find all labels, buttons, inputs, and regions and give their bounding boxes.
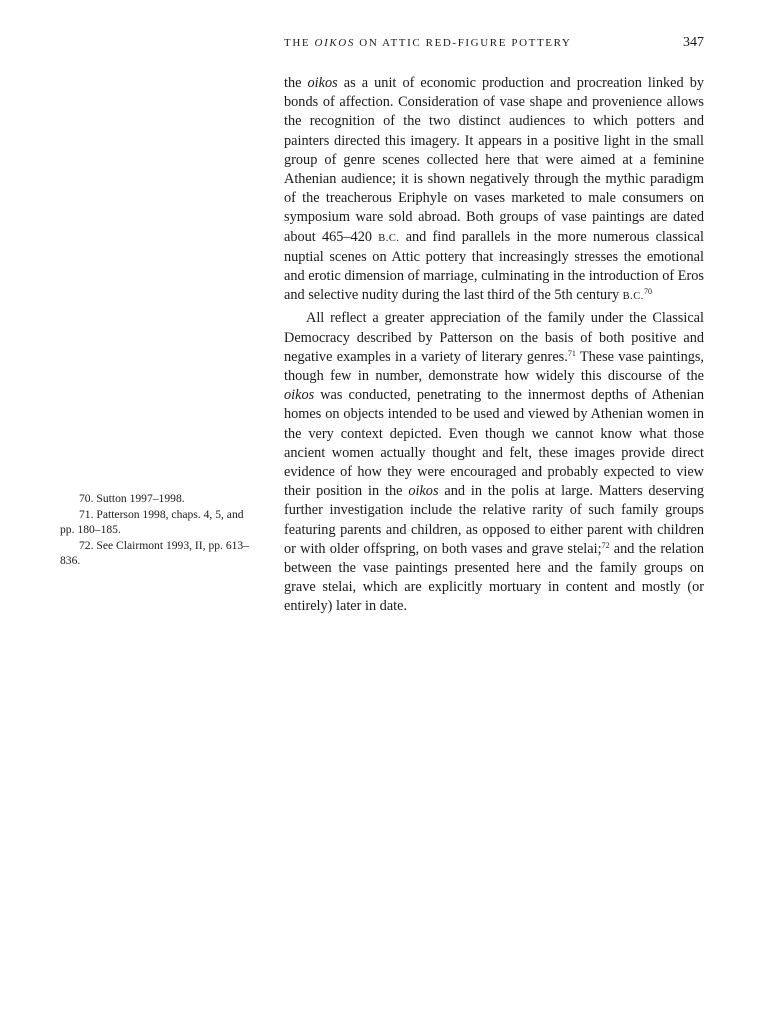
italic-term: oikos (408, 483, 439, 500)
text-run: and find parallels in the more numerous classical nuptial scenes on Attic pottery that increasingly stresses the emotional and erotic dimension of marriage, culminating in the introduction of Eros and selective nudity during the last third of the 5th century (284, 228, 705, 304)
footnote: 72. See Clairmont 1993, II, pp. 613–836. (60, 538, 250, 568)
era-abbreviation: B.C. (378, 232, 400, 244)
italic-term: oikos (307, 75, 338, 91)
footnote: 71. Patterson 1998, chaps. 4, 5, and pp. 180–185. (60, 507, 244, 537)
text-run: was conducted, penetrating to the innermost depths of Athenian homes on objects intended to be used and viewed by Athenian women in the very context depicted. Even though we cannot know what those ancient women actually thought and felt, these images provide direct evidence of how they were encouraged and probably expected to view their position in the (284, 387, 704, 500)
italic-term: oikos (284, 387, 315, 404)
text-run: the (284, 75, 308, 91)
footnote-ref: 70 (643, 287, 652, 297)
paragraph (284, 74, 704, 306)
footnotes (60, 491, 256, 569)
running-head-title: THE OIKOS ON ATTIC RED-FIGURE POTTERY (284, 37, 572, 49)
text-run: These vase paintings, though few in number, demonstrate how widely this discourse of the (284, 348, 705, 385)
running-head (284, 37, 704, 57)
page-number: 347 (683, 35, 704, 50)
text-run: as a unit of economic production and procreation linked by bonds of affection. Consideration of vase shape and provenience allows the recognition of the two distinct audiences to which potters and painters directed this imagery. It appears in a positive light in the small group of genre scenes collected here that were aimed at a feminine Athenian audience; it is shown negatively through the mythic paradigm of the treacherous Eriphyle on vases marketed to male consumers on symposium ware sold abroad. Both groups of vase paintings are dated about 465–420 (284, 75, 704, 245)
footnote: 70. Sutton 1997–1998. (79, 492, 185, 505)
footnote-ref: 71 (567, 348, 576, 358)
era-abbreviation: B.C. (622, 291, 644, 303)
text-run: All reflect a greater appreciation of the family under the Classical Democracy described by Patterson on the basis of both positive and negative examples in a variety of literary genres. (284, 310, 704, 365)
text-run: and the relation between the vase paintings presented here and the family groups on grave stelai, which are explicitly mortuary in content and mostly (or entirely) later in date. (284, 540, 704, 615)
text-run: and in the polis at large. Matters deserving further investigation include the relative rarity of such family groups featuring parents and children, as opposed to either parent with children or with older offspring, on both vases and grave stelai; (284, 483, 704, 557)
main-text (284, 74, 704, 617)
paragraph (284, 309, 704, 616)
footnote-ref: 72 (601, 540, 610, 550)
